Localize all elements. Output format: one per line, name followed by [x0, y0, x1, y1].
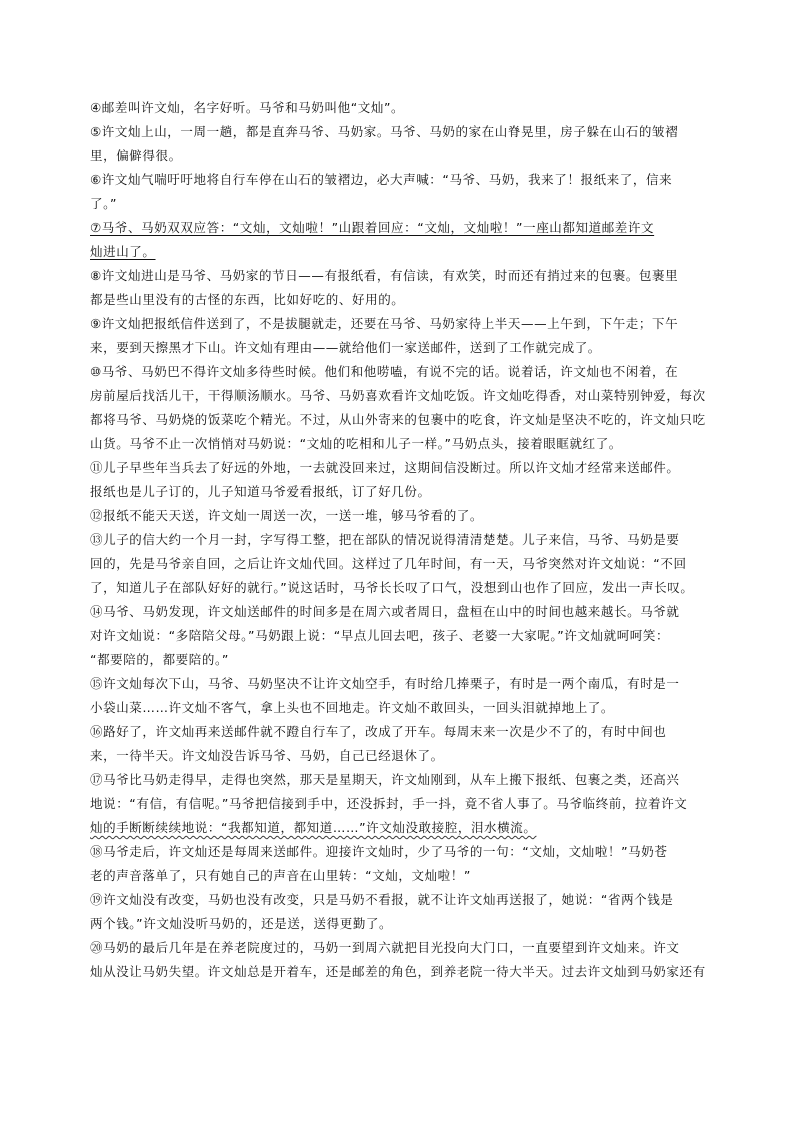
- text-line: ⑳马奶的最后几年是在养老院度过的，马奶一到周六就把目光投向大门口，一直要望到许文灿来。许文: [90, 940, 680, 955]
- paragraph-11: [90, 456, 726, 504]
- paragraph-14: [90, 600, 726, 672]
- paragraph-15: [90, 672, 726, 720]
- text-line: ④邮差叫许文灿，名字好听。马爷和马奶叫他“文灿”。: [90, 100, 405, 115]
- paragraph-17: [90, 768, 726, 840]
- paragraph-13: [90, 528, 726, 600]
- text-line: 山货。马爷不止一次悄悄对马奶说：“文灿的吃相和儿子一样。”马奶点头，接着眼眶就红了。: [90, 436, 622, 451]
- text-line: 老的声音落单了，只有她自己的声音在山里转：“文灿，文灿啦！”: [90, 868, 471, 883]
- paragraph-9: [90, 312, 726, 360]
- text-line: ⑭马爷、马奶发现，许文灿送邮件的时间多是在周六或者周日，盘桓在山中的时间也越来越长。马爷就: [90, 604, 680, 619]
- text-line: 小袋山菜……许文灿不客气，拿上头也不回地走。许文灿不敢回头，一回头泪就掉地上了。: [90, 700, 615, 715]
- underlined-text-line: 灿进山了。: [90, 244, 156, 259]
- paragraph-5: [90, 120, 726, 168]
- wavy-underlined-text-line: 灿的手断断续续地说：“我都知道，都知道……”许文灿没敢接腔，泪水横流。: [90, 820, 537, 835]
- text-line: ⑮许文灿每次下山，马爷、马奶坚决不让许文灿空手，有时给几捧栗子，有时是一两个南瓜，有时是一: [90, 676, 680, 691]
- text-line: ⑱马爷走后，许文灿还是每周来送邮件。迎接许文灿时，少了马爷的一句：“文灿，文灿啦！”马奶苍: [90, 844, 668, 859]
- text-line: 两个钱。”许文灿没听马奶的，还是送，送得更勤了。: [90, 916, 393, 931]
- text-line: 回的，先是马爷亲自回，之后让许文灿代回。这样过了几年时间，有一天，马爷突然对许文灿说：“不回: [90, 556, 687, 571]
- paragraph-16: [90, 720, 726, 768]
- paragraph-19: [90, 888, 726, 936]
- underlined-text-line: ⑦马爷、马奶双双应答：“文灿，文灿啦！”山跟着回应：“文灿，文灿啦！”一座山都知道邮差许文: [90, 220, 655, 235]
- text-line: 灿从没让马奶失望。许文灿总是开着车，还是邮差的角色，到养老院一待大半天。过去许文灿到马奶家还有: [90, 964, 706, 979]
- paragraph-10: [90, 360, 726, 456]
- text-line: 了。”: [90, 196, 118, 211]
- text-line: ⑪儿子早些年当兵去了好远的外地，一去就没回来过，这期间信没断过。所以许文灿才经常来送邮件。: [90, 460, 680, 475]
- paragraph-8: [90, 264, 726, 312]
- text-line: 报纸也是儿子订的，儿子知道马爷爱看报纸，订了好几份。: [90, 484, 431, 499]
- text-line: ⑤许文灿上山，一周一趟，都是直奔马爷、马奶家。马爷、马奶的家在山脊晃里，房子躲在山石的皱褶: [90, 124, 679, 139]
- text-line: ⑧许文灿进山是马爷、马奶家的节日——有报纸看，有信读，有欢笑，时而还有捎过来的包裹。包裹里: [90, 268, 679, 283]
- paragraph-18: [90, 840, 726, 888]
- article-body: [90, 96, 726, 984]
- text-line: ⑬儿子的信大约一个月一封，字写得工整，把在部队的情况说得清清楚楚。儿子来信，马爷、马奶是要: [90, 532, 680, 547]
- text-line: ⑰马爷比马奶走得早，走得也突然，那天是星期天，许文灿刚到，从车上搬下报纸、包裹之类，还高兴: [90, 772, 680, 787]
- text-line: ⑯路好了，许文灿再来送邮件就不蹬自行车了，改成了开车。每周末来一次是少不了的，有时中间也: [90, 724, 667, 739]
- text-line: ⑫报纸不能天天送，许文灿一周送一次，一送一堆，够马爷看的了。: [90, 508, 484, 523]
- text-line: 都将马爷、马奶烧的饭菜吃个精光。不过，从山外寄来的包裹中的吃食，许文灿是坚决不吃的，许文灿只吃: [90, 412, 706, 427]
- paragraph-7: [90, 216, 726, 264]
- paragraph-12: [90, 504, 726, 528]
- text-line: 来，要到天擦黑才下山。许文灿有理由——就给他们一家送邮件，送到了工作就完成了。: [90, 340, 601, 355]
- text-line: 来，一待半天。许文灿没告诉马爷、马奶，自己已经退休了。: [90, 748, 444, 763]
- text-line: ⑩马爷、马奶巴不得许文灿多待些时候。他们和他唠嗑，有说不完的话。说着话，许文灿也不闲着，在: [90, 364, 679, 379]
- text-line-with-wavy-underline: 地说：“有信，有信呢。”马爷把信接到手中，还没拆封，手一抖，竟不省人事了。马爷临终前，拉着许文: [90, 796, 688, 811]
- text-line: ⑨许文灿把报纸信件送到了，不是拔腿就走，还要在马爷、马奶家待上半天——上午到，下午走；下午: [90, 316, 679, 331]
- text-line: 都是些山里没有的古怪的东西，比如好吃的、好用的。: [90, 292, 405, 307]
- paragraph-20: [90, 936, 726, 984]
- text-line: ⑥许文灿气喘吁吁地将自行车停在山石的皱褶边，必大声喊：“马爷、马奶，我来了！报纸来了，信来: [90, 172, 673, 187]
- text-line: 了，知道儿子在部队好好的就行。”说这话时，马爷长长叹了口气，没想到山也作了回应，发出一声长叹。: [90, 580, 694, 595]
- text-line: ⑲许文灿没有改变，马奶也没有改变，只是马奶不看报，就不让许文灿再送报了，她说：“省两个钱是: [90, 892, 674, 907]
- text-line: 房前屋后找活儿干，干得顺汤顺水。马爷、马奶喜欢看许文灿吃饭。许文灿吃得香，对山菜特别钟爱，每次: [90, 388, 706, 403]
- paragraph-4: [90, 96, 726, 120]
- text-line: “都要陪的，都要陪的。”: [90, 652, 229, 667]
- paragraph-6: [90, 168, 726, 216]
- text-line: 对许文灿说：“多陪陪父母。”马奶跟上说：“早点儿回去吧，孩子、老婆一大家呢。”许文灿就呵呵笑：: [90, 628, 670, 643]
- text-line: 里，偏僻得很。: [90, 148, 182, 163]
